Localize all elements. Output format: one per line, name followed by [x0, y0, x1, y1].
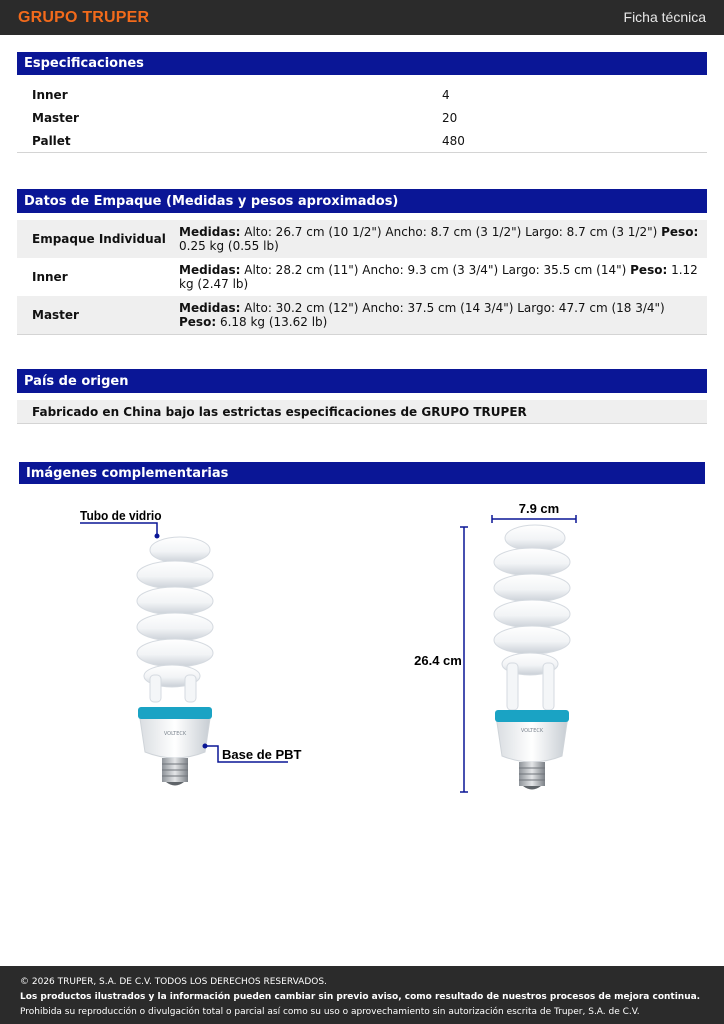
specs-table	[17, 83, 707, 153]
brand-mark: VOLTECK	[520, 728, 544, 734]
package-label: Empaque Individual	[32, 232, 166, 246]
table-row	[17, 258, 707, 296]
teal-ring	[495, 710, 569, 722]
packaging-title: Datos de Empaque (Medidas y pesos aproximados)	[24, 193, 399, 209]
origin-section-header	[17, 369, 707, 393]
footer-prohibition: Prohibida su reproducción o divulgación total o parcial así como su uso o aprovechamiento sin autorización escrita de Truper, S.A. de C.V.	[20, 1007, 640, 1017]
spec-label: Inner	[32, 87, 68, 102]
callout-base	[203, 744, 302, 763]
height-label: 26.4 cm	[414, 653, 462, 668]
measures-label: Medidas:	[179, 225, 241, 239]
footer-copyright: © 2026 TRUPER, S.A. DE C.V. TODOS LOS DERECHOS RESERVADOS.	[20, 977, 327, 987]
bulb-left	[137, 537, 213, 786]
images-section-header	[19, 462, 705, 484]
specs-section-header	[17, 52, 707, 75]
truper-logo: GRUPO TRUPER	[18, 9, 150, 26]
package-details	[179, 301, 707, 329]
spec-label: Pallet	[32, 133, 71, 148]
measures-label: Medidas:	[179, 263, 241, 277]
measures-value: Alto: 30.2 cm (12") Ancho: 37.5 cm (14 3/4") Largo: 47.7 cm (18 3/4")	[240, 301, 665, 315]
table-divider	[17, 152, 707, 153]
images-title: Imágenes complementarias	[26, 465, 229, 481]
table-row	[17, 106, 707, 129]
callout-base-label: Base de PBT	[222, 747, 302, 762]
measures-label: Medidas:	[179, 301, 241, 315]
table-row	[17, 296, 707, 334]
callout-glass-label: Tubo de vidrio	[80, 508, 162, 524]
brand-mark: VOLTECK	[163, 731, 187, 737]
package-label: Inner	[32, 270, 68, 284]
screw-base	[162, 758, 188, 786]
callout-glass	[80, 509, 162, 539]
screw-base	[519, 762, 545, 790]
origin-title: País de origen	[24, 373, 129, 389]
top-bar	[0, 0, 724, 35]
teal-ring	[138, 707, 212, 719]
spec-value: 480	[442, 133, 465, 148]
weight-value: 1.12 kg (2.47 lb)	[179, 263, 698, 291]
spec-label: Master	[32, 110, 79, 125]
table-row	[17, 220, 707, 258]
origin-text: Fabricado en China bajo las estrictas especificaciones de GRUPO TRUPER	[32, 404, 527, 419]
measures-value: Alto: 28.2 cm (11") Ancho: 9.3 cm (3 3/4") Largo: 35.5 cm (14")	[240, 263, 631, 277]
width-label: 7.9 cm	[518, 501, 560, 516]
weight-label: Peso:	[179, 315, 217, 329]
width-dimension	[492, 501, 576, 523]
package-details	[179, 263, 707, 291]
package-details	[179, 225, 707, 253]
packaging-section-header	[17, 189, 707, 213]
weight-value: 6.18 kg (13.62 lb)	[216, 315, 328, 329]
spec-value: 20	[442, 110, 458, 125]
package-label: Master	[32, 308, 79, 322]
table-divider	[17, 334, 707, 335]
measures-value: Alto: 26.7 cm (10 1/2") Ancho: 8.7 cm (3 1/2") Largo: 8.7 cm (3 1/2")	[240, 225, 662, 239]
footer-notice: Los productos ilustrados y la información pueden cambiar sin previo aviso, como resultado de nuestros procesos de mejora continua.	[20, 992, 701, 1002]
document-type: Ficha técnica	[623, 9, 706, 25]
spec-value: 4	[442, 87, 450, 102]
specs-title: Especificaciones	[24, 56, 144, 71]
glass-spiral	[494, 525, 570, 710]
table-row	[17, 83, 707, 106]
weight-value: 0.25 kg (0.55 lb)	[179, 239, 279, 253]
footer	[0, 966, 724, 1024]
product-illustration	[0, 490, 724, 810]
glass-spiral	[137, 537, 213, 702]
weight-label: Peso:	[630, 263, 668, 277]
bulb-right	[494, 525, 570, 790]
height-dimension	[414, 527, 468, 792]
weight-label: Peso:	[661, 225, 699, 239]
origin-row	[17, 400, 707, 424]
product-images	[0, 490, 724, 810]
pbt-base	[496, 716, 568, 762]
packaging-table	[17, 220, 707, 335]
table-row	[17, 129, 707, 152]
